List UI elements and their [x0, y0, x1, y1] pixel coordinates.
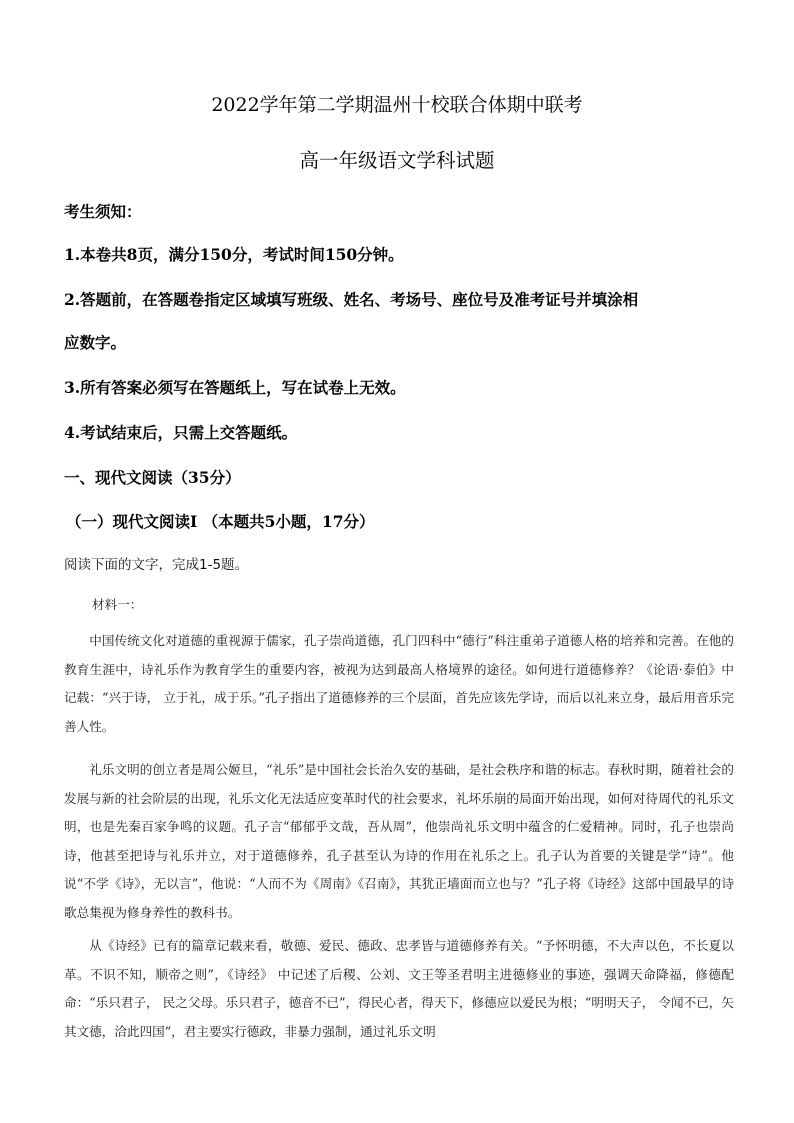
notice-item-2-line-1: 2.答题前，在答题卷指定区域填写班级、姓名、考场号、座位号及准考证号并填涂相 [64, 290, 639, 309]
notice-item-4: 4.考试结束后，只需上交答题纸。 [64, 423, 298, 442]
section-heading: 一、现代文阅读（35分） [64, 468, 241, 487]
notice-item-2-line-2: 应数字。 [64, 333, 127, 352]
passage-paragraph-1: 中国传统文化对道德的重视源于儒家，孔子崇尚道德，孔门四科中“德行”科注重弟子道德人格的培养和完善。在他的教育生涯中，诗礼乐作为教育学生的重要内容，被视为达到最高人格境界的途径。如何进行道德修养？《论语·泰伯》中记载：“兴于诗， 立于礼，成于乐。”孔子指出了道德修养的三个层面，首先应该先学诗，而后以礼来立身，最后用音乐完善人性。 [64, 633, 734, 734]
notice-item-1: 1.本卷共8页，满分150分，考试时间150分钟。 [64, 245, 404, 264]
notice-heading: 考生须知： [64, 202, 142, 221]
notice-item-3: 3.所有答案必须写在答题纸上，写在试卷上无效。 [64, 378, 406, 397]
passage-paragraph-3: 从《诗经》已有的篇章记载来看，敬德、爱民、德政、忠孝皆与道德修养有关。“予怀明德，不大声以色，不长夏以革。不识不知，顺帝之则”，《诗经》 中记述了后稷、公刘、文王等圣君明主进德修业的事迹，强调天命降福，修德配命：“乐只君子， 民之父母。乐只君子，德音不已”，得民心者，得天下，修德应以爱民为根；“明明天子， 令闻不已，矢其文德，洽此四国”，君主要实行德政，非暴力强制，通过礼乐文明 [64, 938, 734, 1039]
passage-paragraph-2: 礼乐文明的创立者是周公姬旦，“礼乐”是中国社会长治久安的基础，是社会秩序和谐的标志。春秋时期，随着社会的发展与新的社会阶层的出现，礼乐文化无法适应变革时代的社会要求，礼坏乐崩的局面开始出现，如何对待周代的礼乐文明，也是先秦百家争鸣的议题。孔子言“郁郁乎文哉，吾从周”，他崇尚礼乐文明中蕴含的仁爱精神。同时，孔子也崇尚诗，他甚至把诗与礼乐并立，对于道德修养，孔子甚至认为诗的作用在礼乐之上。孔子认为首要的关键是学“诗”。他说“不学《诗》，无以言”，他说：“人而不为《周南》《召南》，其犹正墙面而立也与？”孔子将《诗经》这部中国最早的诗歌总集视为修身养性的教科书。 [64, 762, 734, 920]
exam-title: 2022学年第二学期温州十校联合体期中联考 [211, 94, 583, 116]
subject-title: 高一年级语文学科试题 [299, 149, 495, 172]
material-label: 材料一： [92, 597, 143, 612]
instruction-text: 阅读下面的文字，完成1-5题。 [64, 557, 249, 573]
sub-section-heading: （一）现代文阅读Ⅰ （本题共5小题，17分） [66, 512, 375, 531]
